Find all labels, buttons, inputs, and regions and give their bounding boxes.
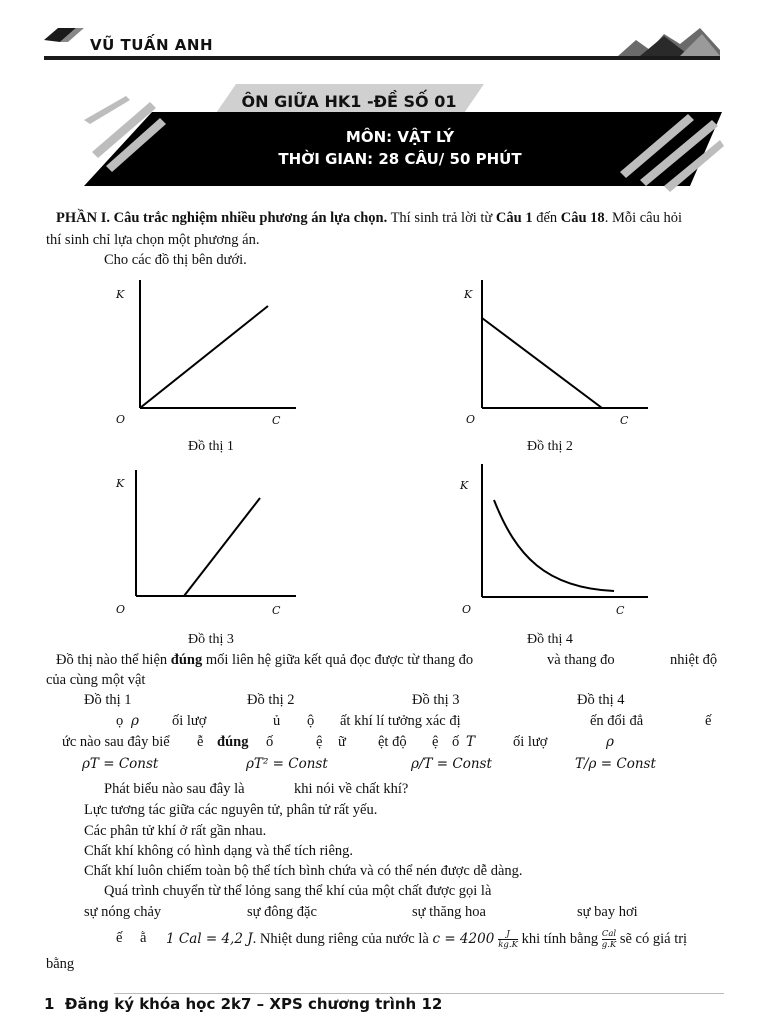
q2-line2-e: ữ — [338, 734, 346, 750]
q3-option-b[interactable]: Các phân tử khí ở rất gần nhau. — [84, 823, 267, 839]
q2-line2-rho: ρ — [606, 734, 614, 750]
q5-fraction-2 — [602, 929, 617, 950]
q1-question-c: và thang đo — [547, 652, 615, 668]
graph-2-x-label: C — [620, 414, 629, 427]
graph-2-origin: O — [466, 413, 476, 426]
graph-4 — [450, 460, 650, 610]
graph-4-x-label: C — [616, 604, 625, 617]
q3-stem-b: khi nói về chất khí? — [294, 781, 409, 797]
q2-frag-c: ủ — [273, 713, 281, 729]
q2-line2-bold: đúng — [217, 734, 249, 750]
exam-time: THỜI GIAN: 28 CÂU/ 50 PHÚT — [278, 150, 522, 168]
q5-frac2-den: g.K — [601, 940, 617, 950]
q1-question-d: nhiệt độ — [670, 652, 718, 668]
q5-text-2: khi tính bằng — [517, 931, 602, 948]
q5-frac1-den: kg.K — [498, 940, 518, 950]
part1-instr-c: . Mỗi câu hỏi — [604, 210, 683, 226]
part1-instr-a: Thí sinh trả lời từ — [387, 210, 496, 226]
q2-line2-a: ức nào sau đây biể — [62, 734, 170, 750]
q3-option-d[interactable]: Chất khí luôn chiếm toàn bộ thể tích bình chứa và có thể nén được dễ dàng. — [84, 863, 523, 879]
graph-2 — [450, 278, 650, 428]
q4-option-c[interactable]: sự thăng hoa — [412, 904, 486, 920]
q2-option-b[interactable]: ρT² = Const — [246, 756, 328, 772]
q2-line2-g: ệ — [432, 734, 439, 750]
footer — [44, 995, 442, 1013]
q5-line1 — [166, 929, 687, 950]
graph-3-x-label: C — [272, 604, 281, 617]
graph-1-y-label: K — [116, 288, 125, 301]
q2-line2-i: ối lượ — [513, 734, 548, 750]
q1-option-d[interactable]: Đồ thị 4 — [577, 692, 625, 708]
exam-subject: MÔN: VẬT LÝ — [345, 128, 455, 146]
q2-rho: ρ — [131, 713, 139, 729]
graph-3-y-label: K — [116, 477, 125, 490]
q5-text-3: sẽ có giá trị — [616, 931, 688, 948]
q5-fraction-1 — [498, 929, 518, 950]
q1-option-a[interactable]: Đồ thị 1 — [84, 692, 132, 708]
q2-option-c[interactable]: ρ/T = Const — [411, 756, 492, 772]
graph-4-y-label: K — [460, 479, 469, 492]
q2-frag-e: ất khí lí tưởng xác đị — [340, 713, 461, 729]
q2-frag-g: ế — [705, 713, 712, 729]
header-rule — [44, 56, 720, 60]
page-number: 1 — [44, 995, 55, 1013]
q2-line2-c: ố — [266, 734, 274, 750]
q2-option-a[interactable]: ρT = Const — [82, 756, 159, 772]
q2-line2-h: ố — [452, 734, 460, 750]
part1-instr-b: đến — [532, 210, 561, 226]
q2-frag-d: ộ — [307, 713, 315, 729]
graph-1-origin: O — [116, 413, 126, 426]
q4-option-b[interactable]: sự đông đặc — [247, 904, 317, 920]
q1-option-b[interactable]: Đồ thị 2 — [247, 692, 295, 708]
graph-3-caption: Đồ thị 3 — [188, 632, 234, 647]
q5-frag-b: ằ — [140, 930, 147, 946]
q2-frag-f: ến đổi đẳ — [590, 713, 644, 729]
graph-4-caption: Đồ thị 4 — [527, 632, 573, 647]
q4-option-d[interactable]: sự bay hơi — [577, 904, 638, 920]
graph-1-caption: Đồ thị 1 — [188, 439, 234, 454]
q5-frac1-num: J — [498, 929, 518, 940]
q3-option-c[interactable]: Chất khí không có hình dạng và thể tích riêng. — [84, 843, 354, 859]
q1-question — [56, 652, 473, 669]
graph-3-origin: O — [116, 603, 126, 616]
q5-formula-2: c = 4200 — [432, 931, 495, 948]
author-name: VŨ TUẤN ANH — [90, 36, 214, 54]
graph-1-x-label: C — [272, 414, 281, 427]
q2-frag-a: ọ — [116, 713, 124, 729]
q1-question-a: Đồ thị nào thể hiện — [56, 652, 171, 668]
q1-question-bold: đúng — [170, 652, 203, 668]
q5-line2: bằng — [46, 956, 75, 972]
q1-question-b: mối liên hệ giữa kết quả đọc được từ thang đo — [202, 652, 474, 668]
q2-frag-b: ối lượ — [172, 713, 207, 729]
exam-title: ÔN GIỮA HK1 -ĐỀ SỐ 01 — [241, 92, 457, 111]
q2-line2-d: ệ — [316, 734, 323, 750]
graph-2-y-label: K — [464, 288, 473, 301]
q2-line2-T: T — [466, 734, 476, 750]
footer-rule — [114, 993, 724, 994]
graph-2-caption: Đồ thị 2 — [527, 439, 573, 454]
q2-line2-b: ễ — [197, 734, 204, 750]
graph-3 — [108, 468, 298, 618]
q2-line2-f: ệt độ — [378, 734, 407, 750]
q1-option-c[interactable]: Đồ thị 3 — [412, 692, 460, 708]
q5-text-1: . Nhiệt dung riêng của nước là — [252, 931, 433, 948]
part1-instructions-line2: thí sinh chỉ lựa chọn một phương án. — [46, 232, 260, 248]
q4-option-a[interactable]: sự nóng chảy — [84, 904, 162, 920]
part1-instructions — [56, 210, 682, 227]
part1-q-end: Câu 18 — [560, 210, 605, 226]
q2-option-d[interactable]: T/ρ = Const — [575, 756, 656, 772]
graph-1 — [108, 278, 298, 428]
graph-4-origin: O — [462, 603, 472, 616]
part1-heading: PHẦN I. Câu trắc nghiệm nhiều phương án lựa chọn. — [56, 210, 388, 226]
part1-q-start: Câu 1 — [495, 210, 533, 226]
q5-frac2-num: Cal — [601, 929, 617, 939]
q5-frag-a: ế — [116, 930, 123, 946]
q1-question-line2: của cùng một vật — [46, 672, 146, 688]
q5-formula-1: 1 Cal = 4,2 J — [166, 931, 253, 948]
q1-stem: Cho các đồ thị bên dưới. — [104, 252, 247, 268]
footer-text: Đăng ký khóa học 2k7 – XPS chương trình 12 — [64, 995, 443, 1013]
q4-stem: Quá trình chuyển từ thể lỏng sang thể khí của một chất được gọi là — [104, 883, 492, 899]
q3-stem-a: Phát biểu nào sau đây là — [104, 781, 245, 797]
q3-option-a[interactable]: Lực tương tác giữa các nguyên tử, phân tử rất yếu. — [84, 802, 378, 818]
